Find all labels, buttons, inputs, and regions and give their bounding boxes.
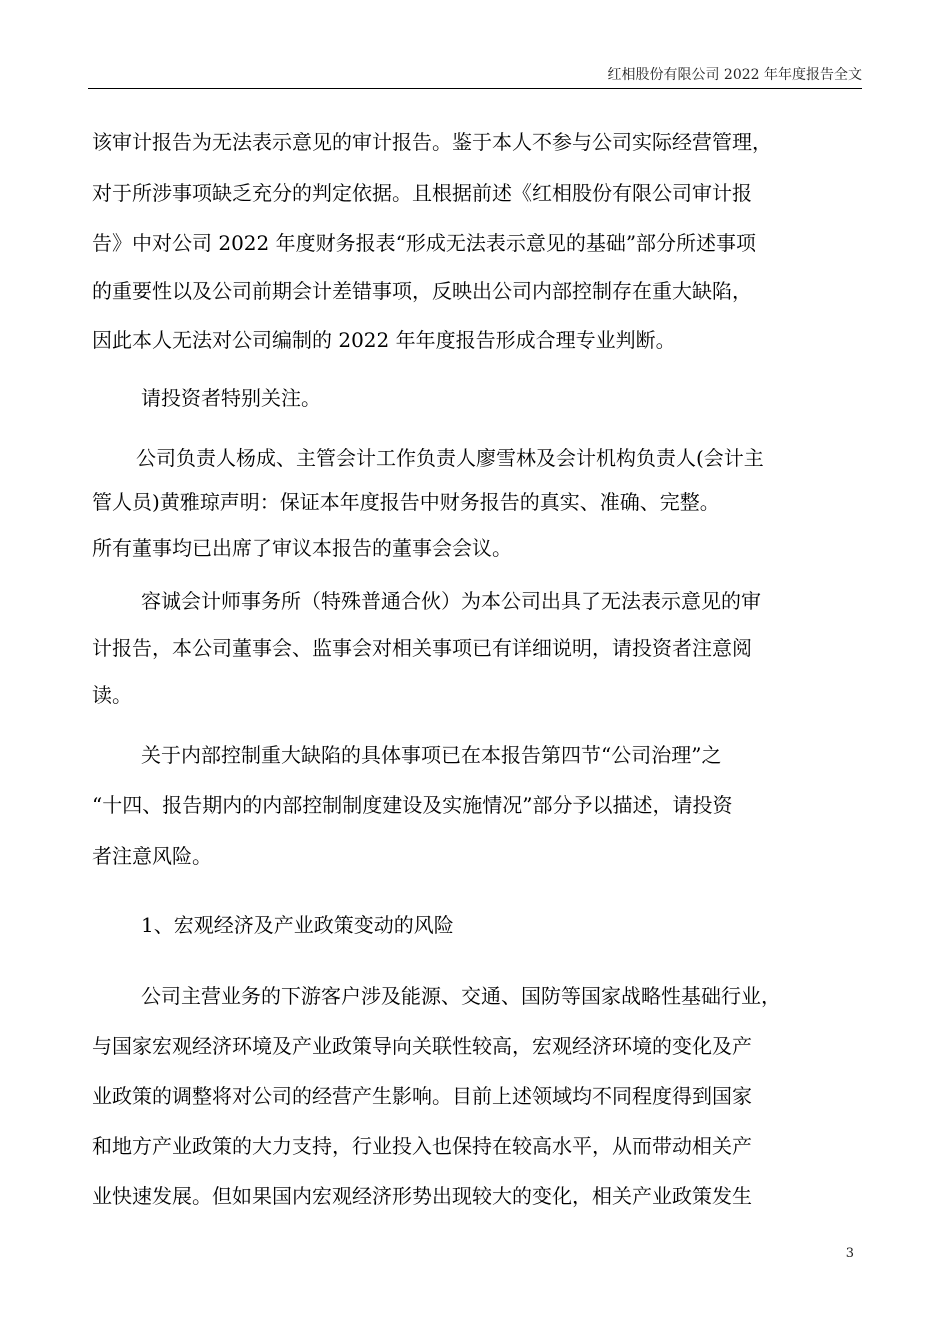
text-line: 与国家宏观经济环境及产业政策导向关联性较高，宏观经济环境的变化及产: [92, 1034, 752, 1058]
text-line: 业政策的调整将对公司的经营产生影响。目前上述领域均不同程度得到国家: [92, 1084, 752, 1108]
text-line: 的重要性以及公司前期会计差错事项，反映出公司内部控制存在重大缺陷，: [92, 279, 752, 303]
page-number: 3: [845, 1246, 854, 1261]
text-line: 读。: [92, 683, 132, 707]
text-line: 计报告，本公司董事会、监事会对相关事项已有详细说明，请投资者注意阅: [92, 636, 752, 660]
header-title: 红相股份有限公司 2022 年年度报告全文: [607, 67, 862, 83]
section-heading: 1、宏观经济及产业政策变动的风险: [141, 913, 454, 937]
text-line: 告》中对公司 2022 年度财务报表“形成无法表示意见的基础”部分所述事项: [92, 231, 757, 255]
text-line: 和地方产业政策的大力支持，行业投入也保持在较高水平，从而带动相关产: [92, 1134, 752, 1158]
text-line: 者注意风险。: [92, 844, 212, 868]
page-header: [88, 62, 862, 89]
text-line: 业快速发展。但如果国内宏观经济形势出现较大的变化，相关产业政策发生: [92, 1184, 752, 1208]
text-line: 请投资者特别关注。: [141, 386, 321, 410]
text-line: 该审计报告为无法表示意见的审计报告。鉴于本人不参与公司实际经营管理，: [92, 130, 772, 154]
text-line: 关于内部控制重大缺陷的具体事项已在本报告第四节“公司治理”之: [141, 743, 722, 767]
text-line: 公司负责人杨成、主管会计工作负责人廖雪林及会计机构负责人(会计主: [136, 446, 764, 470]
text-line: 对于所涉事项缺乏充分的判定依据。且根据前述《红相股份有限公司审计报: [92, 181, 752, 205]
text-line: 所有董事均已出席了审议本报告的董事会会议。: [92, 536, 512, 560]
text-line: 管人员)黄雅琼声明：保证本年度报告中财务报告的真实、准确、完整。: [92, 490, 720, 514]
text-line: 因此本人无法对公司编制的 2022 年年度报告形成合理专业判断。: [92, 328, 676, 352]
text-line: 公司主营业务的下游客户涉及能源、交通、国防等国家战略性基础行业，: [141, 984, 781, 1008]
text-line: 容诚会计师事务所（特殊普通合伙）为本公司出具了无法表示意见的审: [141, 589, 761, 613]
text-line: “十四、报告期内的内部控制制度建设及实施情况”部分予以描述，请投资: [92, 793, 733, 817]
